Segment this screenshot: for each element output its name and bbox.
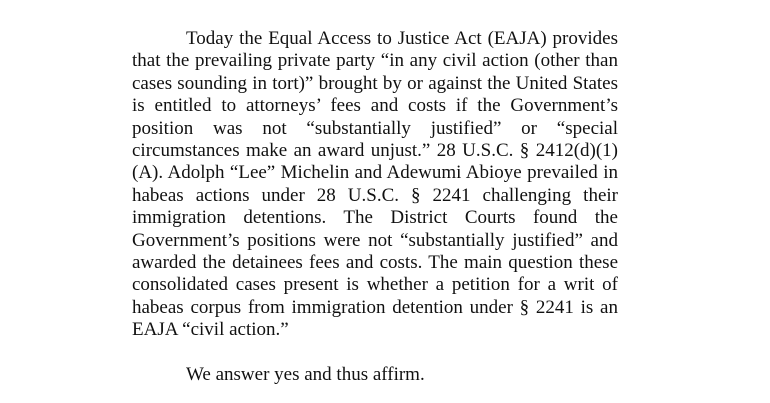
opinion-text (132, 28, 618, 386)
paragraph-intro: Today the Equal Access to Justice Act (EAJA) provides that the prevailing private party “in any civil action (other than cases sounding in tort)” brought by or against the United States is entitled to attorneys’ fees and costs if the Government’s position was not “substantially justified” or “special circumstances make an award unjust.” 28 U.S.C. § 2412(d)(1)(A). Adolph “Lee” Michelin and Adewumi Abioye prevailed in habeas actions under 28 U.S.C. § 2241 challenging their immigration detentions. The District Courts found the Government’s positions were not “substantially justified” and awarded the detainees fees and costs. The main question these consolidated cases present is whether a petition for a writ of habeas corpus from immigration detention under § 2241 is an EAJA “civil action.” (132, 28, 618, 341)
paragraph-spacer (132, 342, 618, 364)
paragraph-holding: We answer yes and thus affirm. (186, 363, 425, 385)
